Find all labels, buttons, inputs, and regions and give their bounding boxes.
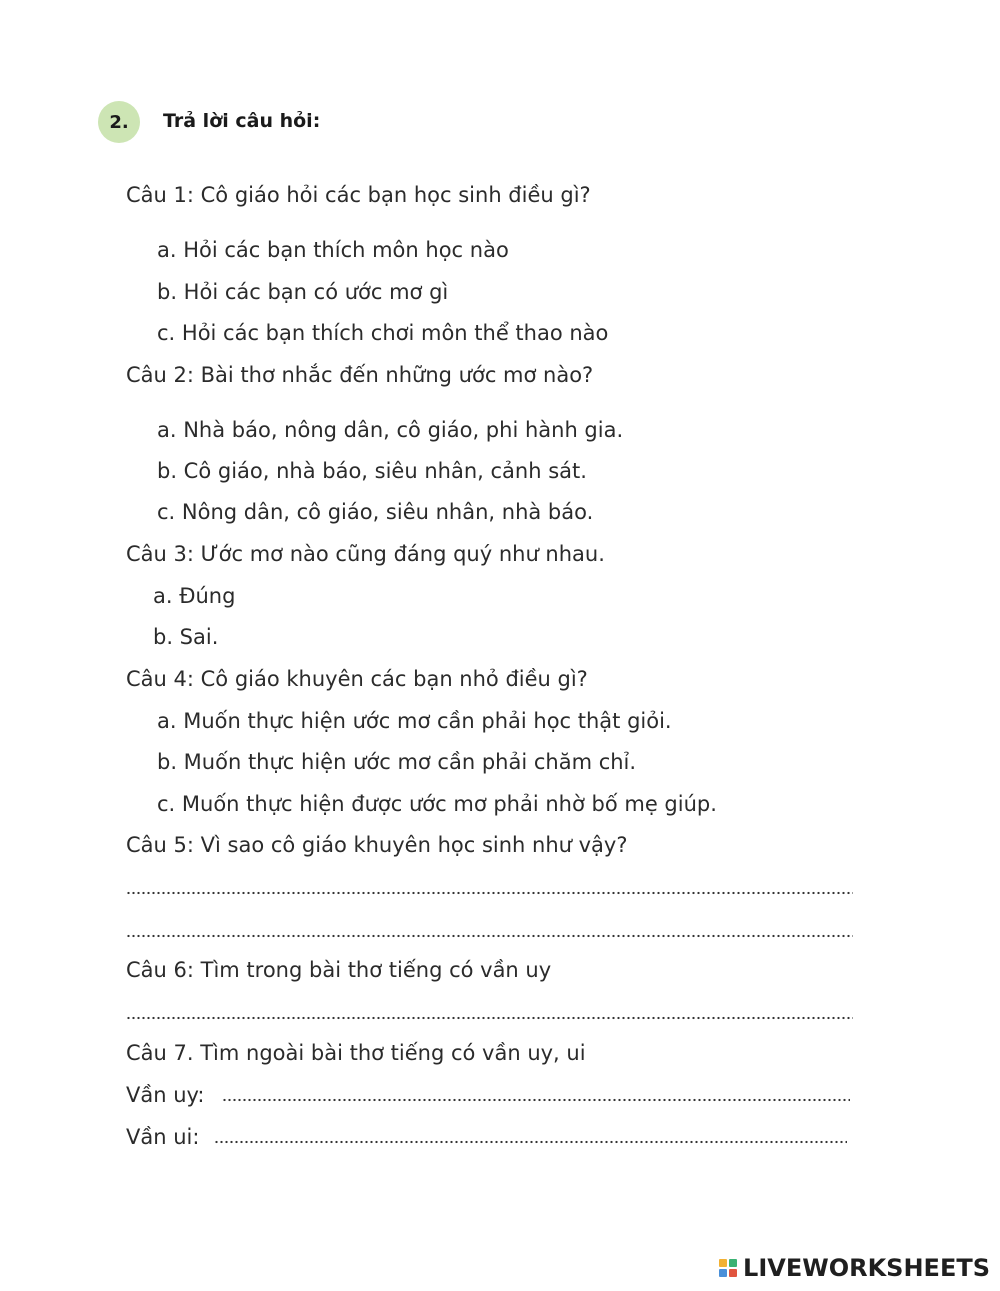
q2-option-c[interactable]: c. Nông dân, cô giáo, siêu nhân, nhà báo. bbox=[157, 500, 594, 524]
q4-option-c[interactable]: c. Muốn thực hiện được ước mơ phải nhờ bố mẹ giúp. bbox=[157, 792, 717, 816]
section-number: 2. bbox=[109, 111, 129, 133]
q7-answer-uy[interactable] bbox=[222, 1097, 850, 1103]
q4-option-a[interactable]: a. Muốn thực hiện ước mơ cần phải học thật giỏi. bbox=[157, 709, 672, 733]
q7-answer-ui[interactable] bbox=[214, 1139, 847, 1145]
section-title: Trả lời câu hỏi: bbox=[163, 110, 321, 132]
brand-name: LIVEWORKSHEETS bbox=[743, 1254, 990, 1282]
q1-option-a[interactable]: a. Hỏi các bạn thích môn học nào bbox=[157, 238, 509, 262]
q1-option-c[interactable]: c. Hỏi các bạn thích chơi môn thể thao nào bbox=[157, 321, 609, 345]
question-7: Câu 7. Tìm ngoài bài thơ tiếng có vần uy, ui bbox=[126, 1041, 586, 1065]
q2-option-a[interactable]: a. Nhà báo, nông dân, cô giáo, phi hành gia. bbox=[157, 418, 624, 442]
q7-label-ui: Vần ui: bbox=[126, 1125, 200, 1149]
q7-label-uy: Vần uy: bbox=[126, 1083, 205, 1107]
q1-option-b[interactable]: b. Hỏi các bạn có ước mơ gì bbox=[157, 280, 449, 304]
question-5: Câu 5: Vì sao cô giáo khuyên học sinh như vậy? bbox=[126, 833, 628, 857]
q6-answer-line[interactable] bbox=[126, 1015, 853, 1021]
question-6: Câu 6: Tìm trong bài thơ tiếng có vần uy bbox=[126, 958, 552, 982]
question-3: Câu 3: Ước mơ nào cũng đáng quý như nhau. bbox=[126, 542, 605, 566]
q5-answer-line-1[interactable] bbox=[126, 890, 853, 896]
q2-option-b[interactable]: b. Cô giáo, nhà báo, siêu nhân, cảnh sát. bbox=[157, 459, 587, 483]
question-2: Câu 2: Bài thơ nhắc đến những ước mơ nào? bbox=[126, 363, 594, 387]
brand-logo-icon bbox=[719, 1259, 737, 1277]
q4-option-b[interactable]: b. Muốn thực hiện ước mơ cần phải chăm chỉ. bbox=[157, 750, 637, 774]
q5-answer-line-2[interactable] bbox=[126, 933, 853, 939]
brand-logo bbox=[719, 1254, 990, 1282]
q3-option-a[interactable]: a. Đúng bbox=[153, 584, 236, 608]
q3-option-b[interactable]: b. Sai. bbox=[153, 625, 219, 649]
section-number-badge bbox=[98, 101, 140, 143]
question-1: Câu 1: Cô giáo hỏi các bạn học sinh điều gì? bbox=[126, 183, 591, 207]
question-4: Câu 4: Cô giáo khuyên các bạn nhỏ điều gì? bbox=[126, 667, 588, 691]
